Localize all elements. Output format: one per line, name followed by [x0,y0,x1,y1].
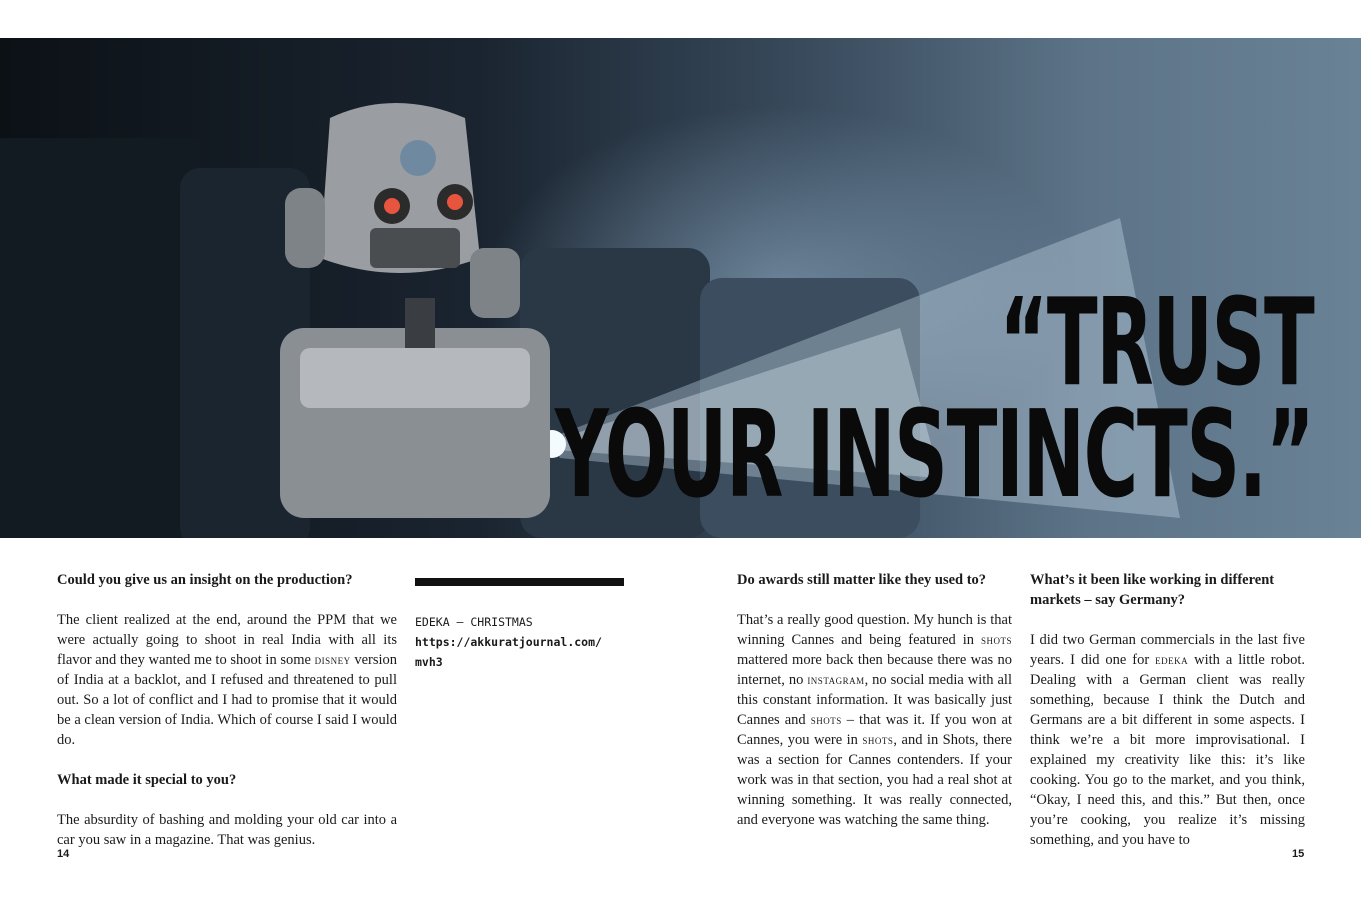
sidebar-rule [415,578,624,586]
page-number-right: 15 [1292,848,1305,860]
column-3 [737,570,1012,850]
sidebar-link[interactable]: https://akkuratjournal.com/ mvh3 [415,635,602,669]
column-1 [57,570,397,870]
answer-awards: That’s a really good question. My hunch is that winning Cannes and being featured in shots mattered more back then because there was no internet, no instagram, no social media with all this constant information. It was basically just Cannes and shots – that was it. If you won at Cannes, you were in shots, and in Shots, there was a section for Cannes contenders. If your work was in that section, you had a real shot at winning something. It was really connected, and everyone was watching the same thing. [737,612,1012,828]
sidebar-reference [415,612,602,672]
sidebar-title: EDEKA – CHRISTMAS [415,615,533,629]
answer-production: The client realized at the end, around the PPM that we were actually going to shoot in real India with all its flavor and they wanted me to shoot in some disney version of India at a backlot, and I refused and threatened to pull out. So a lot of conflict and I had to promise that it would be a clean version of India. Which of course I said I would do. [57,612,398,748]
hero-photo [0,38,1361,538]
pull-quote [554,274,1313,525]
question-production: Could you give us an insight on the production? [57,572,353,588]
question-markets: What’s it been like working in different markets – say Germany? [1030,572,1275,608]
question-special: What made it special to you? [57,772,237,788]
pull-quote-line-1: “TRUST [998,274,1313,413]
pull-quote-line-2: YOUR INSTINCTS.” [554,386,1313,525]
question-awards: Do awards still matter like they used to? [737,572,987,588]
answer-special: The absurdity of bashing and molding your old car into a car you saw in a magazine. That was genius. [57,812,397,848]
column-4 [1030,570,1305,870]
page-number-left: 14 [57,848,70,860]
answer-markets: I did two German commercials in the last five years. I did one for edeka with a little robot. Dealing with a German client was really something, because I think the Dutch and Germans are a bit different in some aspects. I think we’re a bit more improvisational. I explained my creativity like this: it’s like cooking. You go to the market, and you think, “Okay, I need this, and this.” But then, once you’re cooking, you realize it’s missing something, and you have to [1030,632,1305,848]
